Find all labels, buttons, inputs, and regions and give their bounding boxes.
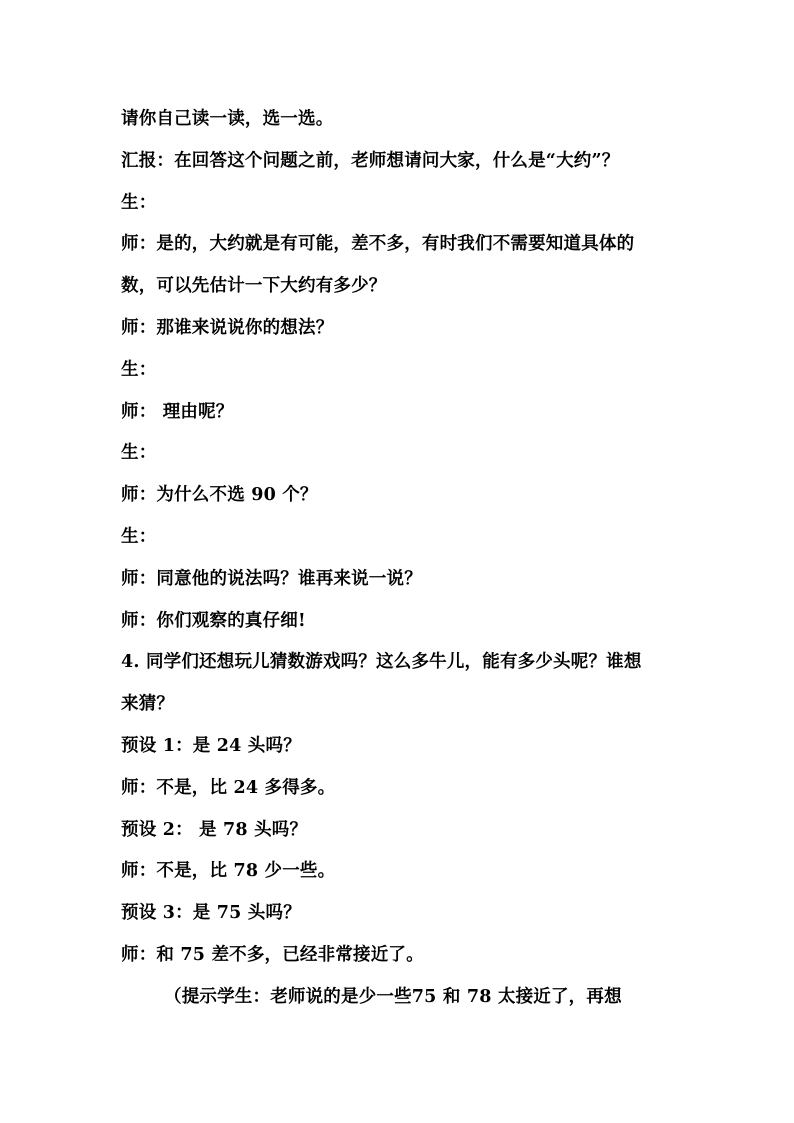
text-line: 生： bbox=[121, 443, 157, 464]
text-line: 预设 3：是 75 头吗？ bbox=[121, 903, 301, 924]
text-line: 生： bbox=[121, 359, 157, 380]
text-line: 请你自己读一读，选一选。 bbox=[121, 109, 334, 129]
text-line: 生： bbox=[121, 192, 157, 213]
text-line: （提示学生：老师说的是少一些75 和 78 太接近了，再想 bbox=[164, 986, 622, 1007]
text-line: 预设 2： 是 78 头吗？ bbox=[121, 819, 308, 840]
text-line: 师：不是，比 24 多得多。 bbox=[121, 777, 336, 798]
text-line: 师：同意他的说法吗？谁再来说一说？ bbox=[121, 568, 422, 589]
text-line: 数，可以先估计一下大约有多少？ bbox=[121, 276, 387, 297]
text-line: 师：不是，比 78 少一些。 bbox=[121, 861, 336, 882]
text-line: 师：你们观察的真仔细! bbox=[121, 610, 306, 631]
document-body bbox=[121, 99, 681, 1019]
text-line: 师：是的，大约就是有可能，差不多，有时我们不需要知道具体的 bbox=[121, 234, 635, 255]
text-line: 4. 同学们还想玩儿猜数游戏吗？这么多牛儿，能有多少头呢？谁想 bbox=[121, 652, 642, 673]
text-line: 生： bbox=[121, 526, 157, 547]
text-line: 师：为什么不选 90 个？ bbox=[121, 485, 318, 506]
text-line: 师：和 75 差不多，已经非常接近了。 bbox=[121, 944, 424, 965]
text-line: 汇报：在回答这个问题之前，老师想请问大家，什么是“大约”？ bbox=[121, 150, 620, 171]
text-line: 预设 1：是 24 头吗？ bbox=[121, 735, 301, 756]
text-line: 来猜？ bbox=[121, 694, 175, 715]
text-line: 师：那谁来说说你的想法？ bbox=[121, 317, 334, 338]
text-line: 师： 理由呢？ bbox=[121, 401, 234, 422]
